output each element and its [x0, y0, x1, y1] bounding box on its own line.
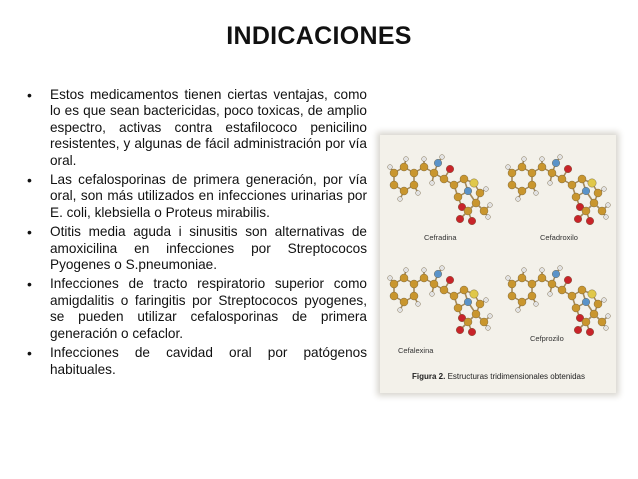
molecule-atom — [400, 298, 408, 306]
molecule-atom — [572, 304, 580, 312]
molecule-atom — [582, 318, 590, 326]
molecule-atom — [410, 169, 418, 177]
molecule-atom — [586, 328, 594, 336]
molecule-atom — [508, 292, 516, 300]
molecule-atom — [604, 215, 609, 220]
molecule-atom — [548, 181, 553, 186]
molecule-atom — [404, 157, 409, 162]
molecule-atom — [590, 199, 598, 207]
label-cefadroxilo: Cefadroxilo — [540, 233, 578, 242]
molecule-figure-svg — [380, 135, 616, 393]
molecule-atom — [422, 157, 427, 162]
molecule-atom — [390, 169, 398, 177]
molecule-atom — [440, 175, 448, 183]
molecule-atom — [420, 274, 428, 282]
molecule-atom — [470, 179, 478, 187]
molecule-atom — [558, 175, 566, 183]
molecule-atom — [534, 302, 539, 307]
molecule-atom — [548, 280, 556, 288]
molecule-atom — [470, 290, 478, 298]
molecule-atom — [398, 308, 403, 313]
molecule-atom — [552, 270, 560, 278]
bullet-list — [26, 87, 367, 381]
molecule-atom — [558, 266, 563, 271]
bullet-text: Las cefalosporinas de primera generación, por vía oral, son más utilizados en infecciones urinarias por E. coli, klebsiella o Proteus mirabilis. — [50, 172, 367, 220]
molecule-atom — [588, 290, 596, 298]
molecule-atom — [604, 326, 609, 331]
molecule-atom — [404, 268, 409, 273]
molecule-atom — [430, 181, 435, 186]
molecule-atom — [446, 165, 454, 173]
molecule-atom — [460, 286, 468, 294]
molecule-atom — [508, 181, 516, 189]
molecule-atom — [578, 175, 586, 183]
molecule-atom — [508, 169, 516, 177]
molecule-atom — [548, 292, 553, 297]
molecule-atom — [564, 165, 572, 173]
molecule-atom — [390, 292, 398, 300]
molecule-atom — [468, 217, 476, 225]
molecule-atom — [582, 187, 590, 195]
molecule-atom — [464, 298, 472, 306]
molecule-atom — [558, 286, 566, 294]
bullet-dot-icon: • — [27, 345, 32, 362]
molecule-atom — [602, 187, 607, 192]
molecule-atom — [582, 207, 590, 215]
molecule-atom — [430, 169, 438, 177]
molecule-atom — [400, 163, 408, 171]
label-cefprozilo: Cefprozilo — [530, 334, 564, 343]
molecule-cefadroxilo — [506, 155, 611, 225]
bullet-text: Otitis media aguda i sinusitis son alternativas de amoxicilina en infecciones por Streptococos Pyogenes o S.pneumoniae. — [50, 224, 367, 273]
molecule-atom — [430, 280, 438, 288]
molecule-atom — [476, 300, 484, 308]
molecule-atom — [476, 189, 484, 197]
molecule-cefalexina — [388, 266, 493, 336]
bullet-item — [26, 224, 367, 273]
bullet-item — [26, 172, 367, 221]
molecule-atom — [388, 276, 393, 281]
label-cefalexina: Cefalexina — [398, 346, 434, 355]
molecule-atom — [464, 187, 472, 195]
molecule-figure — [380, 135, 616, 393]
molecule-atom — [508, 280, 516, 288]
molecule-atom — [410, 280, 418, 288]
molecule-atom — [440, 155, 445, 160]
molecule-atom — [586, 217, 594, 225]
molecule-atom — [602, 298, 607, 303]
molecule-atom — [534, 191, 539, 196]
molecule-atom — [506, 276, 511, 281]
molecule-atom — [518, 298, 526, 306]
molecule-atom — [416, 191, 421, 196]
molecule-atom — [410, 181, 418, 189]
molecule-atom — [454, 193, 462, 201]
molecule-atom — [420, 163, 428, 171]
molecule-cefradina — [388, 155, 493, 225]
molecule-atom — [456, 326, 464, 334]
molecule-atom — [568, 292, 576, 300]
molecule-cefprozilo — [506, 266, 611, 336]
molecule-atom — [598, 207, 606, 215]
molecule-atom — [400, 274, 408, 282]
label-cefradina: Cefradina — [424, 233, 457, 242]
molecule-atom — [528, 169, 536, 177]
molecule-atom — [484, 187, 489, 192]
molecule-atom — [538, 274, 546, 282]
molecule-atom — [472, 199, 480, 207]
bullet-dot-icon: • — [27, 276, 32, 293]
figure-caption — [412, 372, 585, 381]
molecule-atom — [518, 163, 526, 171]
molecule-atom — [390, 280, 398, 288]
molecule-atom — [422, 268, 427, 273]
molecule-atom — [522, 268, 527, 273]
molecule-atom — [468, 328, 476, 336]
bullet-dot-icon: • — [27, 87, 32, 103]
bullet-dot-icon: • — [27, 172, 32, 189]
molecule-atom — [446, 276, 454, 284]
molecule-atom — [388, 165, 393, 170]
molecule-atom — [590, 310, 598, 318]
molecule-atom — [440, 286, 448, 294]
molecule-atom — [488, 203, 493, 208]
molecule-atom — [528, 181, 536, 189]
molecule-atom — [450, 292, 458, 300]
molecule-atom — [582, 298, 590, 306]
molecule-atom — [606, 314, 611, 319]
molecule-atom — [480, 318, 488, 326]
molecule-atom — [538, 163, 546, 171]
molecule-atom — [528, 292, 536, 300]
bullet-text: Infecciones de cavidad oral por patógenos habituales. — [50, 345, 367, 377]
molecule-atom — [400, 187, 408, 195]
molecule-atom — [486, 215, 491, 220]
molecule-atom — [540, 268, 545, 273]
figure-caption-text: Estructuras tridimensionales obtenidas — [445, 372, 585, 381]
molecule-atom — [434, 159, 442, 167]
molecule-atom — [528, 280, 536, 288]
molecule-atom — [410, 292, 418, 300]
molecule-atom — [548, 169, 556, 177]
slide-title: INDICACIONES — [226, 22, 412, 50]
molecule-atom — [456, 215, 464, 223]
molecule-atom — [540, 157, 545, 162]
molecule-atom — [450, 181, 458, 189]
molecule-atom — [454, 304, 462, 312]
molecule-atom — [606, 203, 611, 208]
molecule-atom — [416, 302, 421, 307]
bullet-dot-icon: • — [27, 224, 32, 241]
molecule-atom — [434, 270, 442, 278]
molecule-atom — [568, 181, 576, 189]
molecule-atom — [390, 181, 398, 189]
molecule-atom — [488, 314, 493, 319]
molecule-atom — [506, 165, 511, 170]
molecule-atom — [480, 207, 488, 215]
molecule-atom — [440, 266, 445, 271]
molecule-atom — [430, 292, 435, 297]
molecule-atom — [486, 326, 491, 331]
molecule-atom — [578, 286, 586, 294]
molecule-atom — [518, 274, 526, 282]
molecule-atom — [574, 326, 582, 334]
bullet-item — [26, 276, 367, 342]
molecule-atom — [588, 179, 596, 187]
molecule-atom — [572, 193, 580, 201]
molecule-atom — [598, 318, 606, 326]
molecule-atom — [460, 175, 468, 183]
bullet-item — [26, 345, 367, 378]
molecule-atom — [594, 300, 602, 308]
molecule-atom — [594, 189, 602, 197]
molecule-atom — [552, 159, 560, 167]
molecule-atom — [484, 298, 489, 303]
molecule-atom — [574, 215, 582, 223]
molecule-atom — [558, 155, 563, 160]
molecule-atom — [522, 157, 527, 162]
bullet-item — [26, 87, 367, 169]
molecule-atom — [472, 310, 480, 318]
molecule-atom — [564, 276, 572, 284]
molecule-atom — [464, 207, 472, 215]
figure-caption-bold: Figura 2. — [412, 372, 446, 381]
molecule-atom — [516, 308, 521, 313]
bullet-text: Estos medicamentos tienen ciertas ventajas, como lo es que sean bactericidas, poco toxicas, de amplio espectro, activas contra estafilococo penicilino resistentes, y algunas de fácil administración por vía oral. — [50, 87, 367, 168]
molecule-atom — [464, 318, 472, 326]
bullet-text: Infecciones de tracto respiratorio superior como amigdalitis o faringitis por Streptococos pyogenes, se pueden utilizar cefalosporinas de primera generación o cefaclor. — [50, 276, 367, 341]
molecule-atom — [518, 187, 526, 195]
molecule-atom — [516, 197, 521, 202]
molecule-atom — [398, 197, 403, 202]
